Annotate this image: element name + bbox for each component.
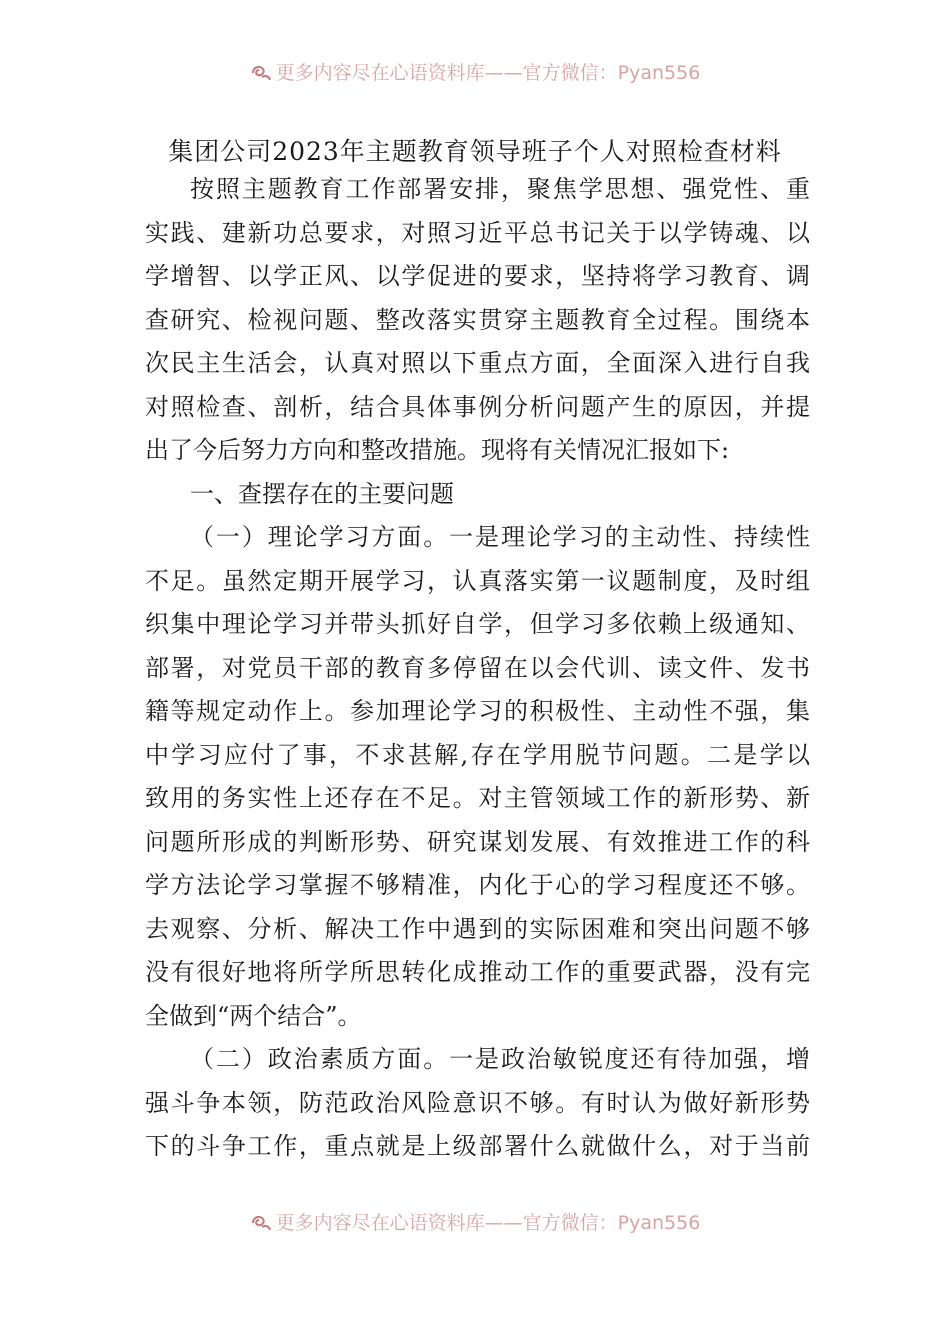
body-line: 学增智、以学正风、以学促进的要求，坚持将学习教育、调 (145, 262, 810, 290)
watermark-text: 更多内容尽在心语资料库——官方微信：Pyan556 (275, 62, 701, 84)
body-line: 下的斗争工作，重点就是上级部署什么就做什么，对于当前 (145, 1132, 810, 1160)
body-line: （一）理论学习方面。一是理论学习的主动性、持续性 (190, 523, 810, 551)
body-line: 实践、建新功总要求，对照习近平总书记关于以学铸魂、以 (145, 218, 810, 247)
body-line: 次民主生活会，认真对照以下重点方面，全面深入进行自我 (145, 349, 810, 377)
body-line: 不足。虽然定期开展学习，认真落实第一议题制度，及时组 (145, 566, 810, 595)
body-line: 一、查摆存在的主要问题 (190, 479, 454, 508)
body-line: 织集中理论学习并带头抓好自学，但学习多依赖上级通知、 (145, 610, 810, 638)
watermark-header (0, 58, 950, 88)
watermark-text: 更多内容尽在心语资料库——官方微信：Pyan556 (275, 1212, 701, 1234)
body-line: 去观察、分析、解决工作中遇到的实际困难和突出问题不够 (145, 914, 810, 943)
body-line: 出了今后努力方向和整改措施。现将有关情况汇报如下: (145, 436, 730, 464)
body-line: 全做到“两个结合”。 (145, 1001, 362, 1030)
body-line: 按照主题教育工作部署安排，聚焦学思想、强党性、重 (190, 175, 810, 203)
watermark-footer (0, 1208, 950, 1238)
body-line: 问题所形成的判断形势、研究谋划发展、有效推进工作的科 (145, 827, 810, 856)
body-line: 强斗争本领，防范政治风险意识不够。有时认为做好新形势 (145, 1088, 810, 1117)
body-line: 致用的务实性上还存在不足。对主管领域工作的新形势、新 (145, 784, 810, 812)
body-line: 学方法论学习掌握不够精准，内化于心的学习程度还不够。 (145, 871, 810, 899)
body-line: 中学习应付了事，不求甚解,存在学用脱节问题。二是学以 (145, 740, 810, 769)
body-line: 没有很好地将所学所思转化成推动工作的重要武器，没有完 (145, 958, 810, 986)
watermark-logo-icon (250, 1213, 272, 1233)
body-line: 查研究、检视问题、整改落实贯穿主题教育全过程。围绕本 (145, 305, 810, 334)
body-line: 对照检查、剖析，结合具体事例分析问题产生的原因，并提 (145, 392, 810, 421)
body-line: 籍等规定动作上。参加理论学习的积极性、主动性不强，集 (145, 697, 810, 725)
watermark-logo-icon (250, 63, 272, 83)
document-body (145, 168, 810, 1169)
body-line: 部署，对党员干部的教育多停留在以会代训、读文件、发书 (145, 653, 810, 682)
body-line: （二）政治素质方面。一是政治敏锐度还有待加强，增 (190, 1045, 810, 1073)
document-title: 集团公司2023年主题教育领导班子个人对照检查材料 (168, 137, 782, 166)
